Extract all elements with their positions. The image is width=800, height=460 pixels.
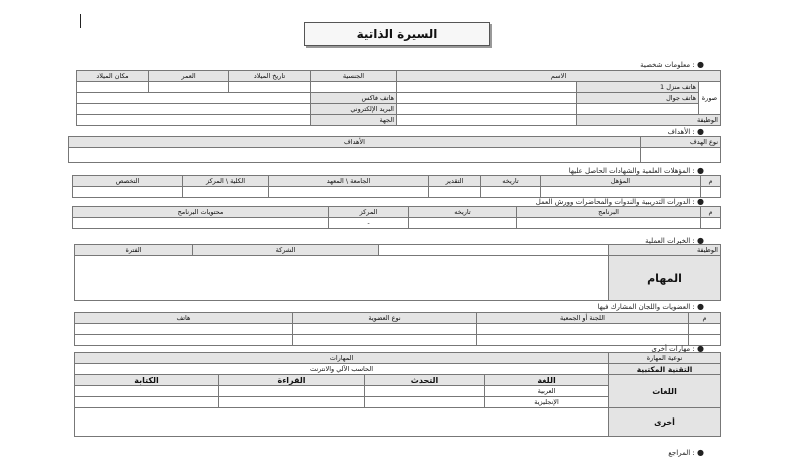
membership-col-index: م [689, 313, 721, 324]
languages-label: اللغات [609, 375, 721, 408]
membership-col-type: نوع العضوية [293, 313, 477, 324]
section-training-heading: الدورات التدريبية والندوات والمحاضرات وورش العمل : ● [535, 197, 704, 206]
mobile-field[interactable] [397, 104, 577, 115]
experience-table [74, 244, 721, 301]
training-col-date: تاريخه [409, 207, 517, 218]
lang-col-speaking: التحدث [365, 375, 485, 386]
education-table [72, 175, 721, 198]
edu-col-grade: التقدير [429, 176, 481, 187]
memberships-table [74, 312, 721, 346]
nationality-field[interactable] [311, 82, 397, 93]
section-education-heading: المؤهلات العلمية والشهادات الحاصل عليها : ● [568, 166, 704, 175]
edu-col-qualification: المؤهل [541, 176, 701, 187]
skills-table [74, 352, 721, 437]
page-title: السيرة الذاتية [304, 22, 490, 46]
job-label: الوظيفة [577, 115, 721, 126]
job-field[interactable] [397, 115, 577, 126]
edu-col-college: الكلية \ المركز [183, 176, 269, 187]
place-of-birth-field[interactable] [77, 82, 149, 93]
date-of-birth-field[interactable] [229, 82, 311, 93]
membership-col-committee: اللجنة أو الجمعية [477, 313, 689, 324]
tasks-label: المهام [609, 256, 721, 301]
goals-field[interactable] [69, 148, 641, 163]
home-phone-label: هاتف منزل 1 [577, 82, 699, 93]
section-skills-heading: مهارات أخرى : ● [651, 344, 704, 353]
edu-col-specialty: التخصص [73, 176, 183, 187]
other-label: أخرى [609, 408, 721, 437]
fax-label: هاتف فاكس [311, 93, 397, 104]
tasks-field[interactable] [75, 256, 609, 301]
nationality-label: الجنسية [311, 71, 397, 82]
arabic-label: العربية [485, 386, 609, 397]
name-label: الاسم [397, 71, 721, 82]
job-title-label: الوظيفة [609, 245, 721, 256]
home-phone-field[interactable] [397, 93, 577, 104]
company-label: الشركة [193, 245, 379, 256]
table-row: - [73, 218, 721, 229]
place-of-birth-label: مكان الميلاد [77, 71, 149, 82]
employer-label: الجهة [311, 115, 397, 126]
mobile-label: هاتف جوال [577, 93, 699, 104]
other-skills-field[interactable] [75, 408, 609, 437]
technical-label: التقنية المكتبية [609, 364, 721, 375]
age-label: العمر [149, 71, 229, 82]
blank-cell [577, 104, 699, 115]
section-memberships-heading: العضويات واللجان المشارك فيها : ● [597, 302, 704, 311]
training-col-contents: محتويات البرنامج [73, 207, 329, 218]
goals-header: الأهداف [69, 137, 641, 148]
skills-header: المهارات [75, 353, 609, 364]
lang-col-language: اللغة [485, 375, 609, 386]
age-field[interactable] [149, 82, 229, 93]
employer-field[interactable] [77, 115, 311, 126]
email-field[interactable] [77, 104, 311, 115]
training-col-program: البرنامج [517, 207, 701, 218]
edu-col-date: تاريخه [481, 176, 541, 187]
table-row [75, 335, 721, 346]
personal-info-table [76, 70, 721, 126]
table-row [75, 324, 721, 335]
computer-skill: الحاسب الآلي والانترنت [75, 364, 609, 375]
photo-box: صورة [699, 82, 721, 115]
membership-col-phone: هاتف [75, 313, 293, 324]
english-label: الإنجليزية [485, 397, 609, 408]
period-label: الفترة [75, 245, 193, 256]
training-col-index: م [701, 207, 721, 218]
edu-col-index: م [701, 176, 721, 187]
company-field[interactable] [379, 245, 609, 256]
goals-table [68, 136, 721, 163]
table-row [73, 187, 721, 198]
section-experience-heading: الخبرات العملية : ● [645, 236, 704, 245]
fax-field[interactable] [77, 93, 311, 104]
date-of-birth-label: تاريخ الميلاد [229, 71, 311, 82]
text-cursor [80, 14, 81, 28]
email-label: البريد الإلكتروني [311, 104, 397, 115]
section-goals-heading: الأهداف : ● [667, 127, 704, 136]
lang-col-reading: القراءة [219, 375, 365, 386]
training-table [72, 206, 721, 229]
edu-col-university: الجامعة \ المعهد [269, 176, 429, 187]
section-personal-heading: معلومات شخصية : ● [640, 60, 704, 69]
section-references-heading: المراجع : ● [668, 448, 704, 457]
training-col-center: المركز [329, 207, 409, 218]
lang-col-writing: الكتابة [75, 375, 219, 386]
name-field[interactable] [397, 82, 577, 93]
job-type-header: نوع الهدف [641, 137, 721, 148]
skill-type-header: نوعية المهارة [609, 353, 721, 364]
job-type-field[interactable] [641, 148, 721, 163]
